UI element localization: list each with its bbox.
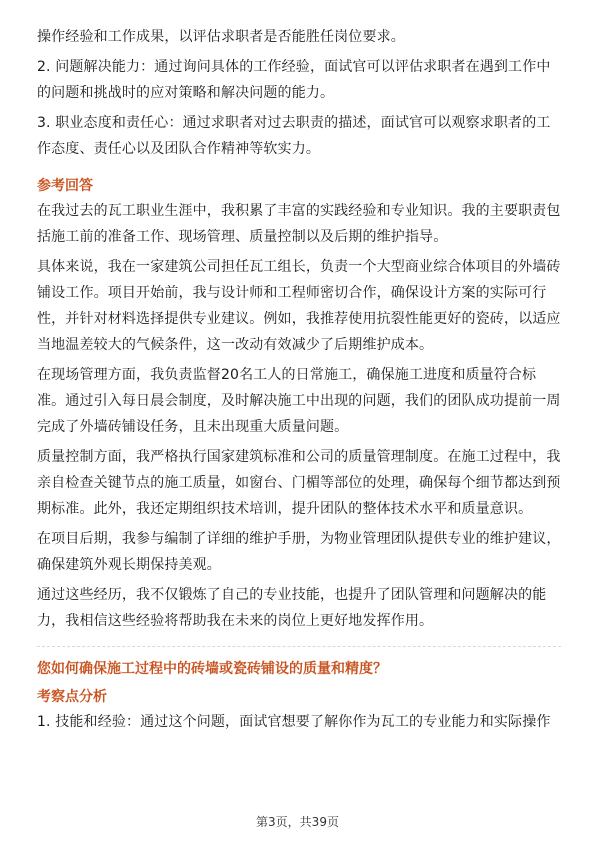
analysis-heading: 考察点分析 bbox=[37, 689, 107, 705]
reference-answer-heading: 参考回答 bbox=[37, 178, 93, 194]
question-title: 您如何确保施工过程中的砖墙或瓷砖铺设的质量和精度？ bbox=[37, 661, 387, 677]
answer-paragraph: 在项目后期，我参与编制了详细的维护手册，为物业管理团队提供专业的维护建议，确保建筑外观长期保持美观。 bbox=[37, 531, 561, 573]
page-number-footer: 第3页，共39页 bbox=[256, 815, 339, 829]
answer-paragraph: 质量控制方面，我严格执行国家建筑标准和公司的质量管理制度。在施工过程中，我亲自检查关键节点的施工质量，如窗台、门楣等部位的处理，确保每个细节都达到预期标准。此外，我还定期组织技术培训，提升团队的整体技术水平和质量意识。 bbox=[37, 449, 561, 517]
analysis-point-1: 1. 技能和经验：通过这个问题，面试官想要了解你作为瓦工的专业能力和实际操作 bbox=[37, 714, 551, 730]
analysis-point-2: 2. 问题解决能力：通过询问具体的工作经验，面试官可以评估求职者在遇到工作中的问题和挑战时的应对策略和解决问题的能力。 bbox=[37, 59, 551, 101]
section-divider bbox=[37, 646, 561, 647]
answer-paragraph: 在我过去的瓦工职业生涯中，我积累了丰富的实践经验和专业知识。我的主要职责包括施工前的准备工作、现场管理、质量控制以及后期的维护指导。 bbox=[37, 203, 561, 245]
page-content bbox=[37, 24, 561, 735]
analysis-point-3: 3. 职业态度和责任心：通过求职者对过去职责的描述，面试官可以观察求职者的工作态度、责任心以及团队合作精神等软实力。 bbox=[37, 115, 551, 157]
answer-paragraph: 通过这些经历，我不仅锻炼了自己的专业技能，也提升了团队管理和问题解决的能力，我相信这些经验将帮助我在未来的岗位上更好地发挥作用。 bbox=[37, 587, 547, 629]
answer-paragraph: 具体来说，我在一家建筑公司担任瓦工组长，负责一个大型商业综合体项目的外墙砖铺设工作。项目开始前，我与设计师和工程师密切合作，确保设计方案的实际可行性，并针对材料选择提供专业建议。例如，我推荐使用抗裂性能更好的瓷砖，以适应当地温差较大的气候条件，这一改动有效减少了后期维护成本。 bbox=[37, 259, 561, 353]
answer-paragraph: 在现场管理方面，我负责监督20名工人的日常施工，确保施工进度和质量符合标准。通过引入每日晨会制度，及时解决施工中出现的问题，我们的团队成功提前一周完成了外墙砖铺设任务，且未出现重大质量问题。 bbox=[37, 367, 561, 435]
intro-continued-text: 操作经验和工作成果，以评估求职者是否能胜任岗位要求。 bbox=[37, 29, 405, 45]
